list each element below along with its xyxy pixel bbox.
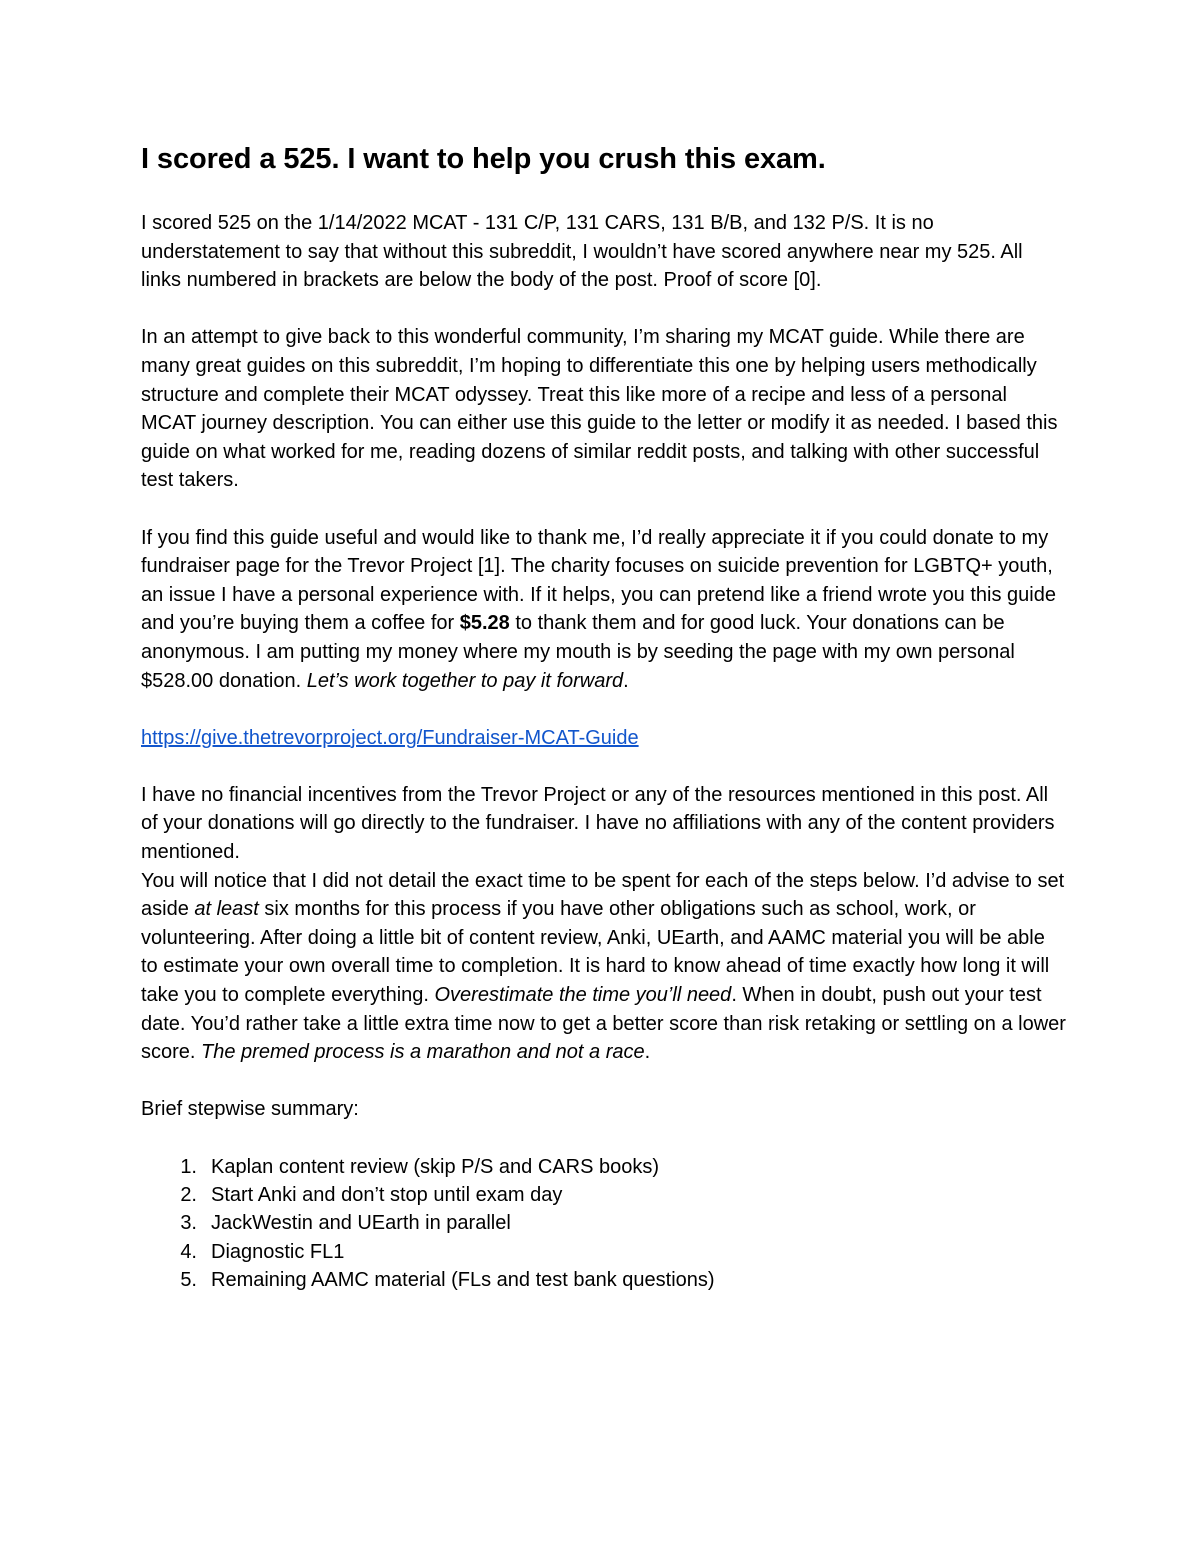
donation-text: If you find this guide useful and would like to thank me, I’d really appreciate it if you could donate to my fundraiser page for the Trevor Project [1]. The charity focuses on suicide prevention for LGBTQ+ youth, an issue I have a personal experience with. If it helps, you can pretend like a friend wrote you this guide and you’re buying them a coffee for xyxy=(141,526,1056,635)
timing-period: . xyxy=(644,1041,651,1064)
timing-text-cont: six months for this process if you have other obligations such as school, work, or volunteering. After doing a little bit of content review, Anki, UEarth, and AAMC material you will be able to estimate your own overall time to completion. It is hard to know ahead of time exactly how long it will take you to complete everything. xyxy=(141,898,1050,1007)
donation-text-cont: to thank them and for good luck. Your donations can be anonymous. I am putting my money where my mouth is by seeding the page with my own personal $528.00 donation. xyxy=(141,612,1015,692)
paragraph-donation xyxy=(141,524,1066,696)
page-title: I scored a 525. I want to help you crush this exam. xyxy=(141,143,826,175)
list-item-text: Diagnostic FL1 xyxy=(211,1240,345,1263)
at-least-text: at least xyxy=(194,898,259,921)
list-item-text: Kaplan content review (skip P/S and CARS books) xyxy=(211,1155,659,1178)
list-item xyxy=(141,1181,1066,1209)
marathon-text: The premed process is a marathon and not a race xyxy=(201,1041,645,1064)
stepwise-summary-list xyxy=(141,1153,1066,1295)
donation-amount: $5.28 xyxy=(459,612,510,635)
timing-text: You will notice that I did not detail the exact time to be spent for each of the steps below. I’d advise to set aside xyxy=(141,869,1065,921)
list-item-text: Remaining AAMC material (FLs and test bank questions) xyxy=(211,1269,715,1292)
document-page xyxy=(141,140,1066,1295)
summary-label: Brief stepwise summary: xyxy=(141,1098,359,1121)
list-item-text: JackWestin and UEarth in parallel xyxy=(211,1212,511,1235)
list-number: 4. xyxy=(180,1240,197,1263)
paragraph-link xyxy=(141,724,1066,753)
pay-it-forward-text: Let’s work together to pay it forward xyxy=(306,669,624,692)
list-number: 1. xyxy=(180,1155,197,1178)
list-item xyxy=(141,1209,1066,1237)
timing-text-cont2: . When in doubt, push out your test date. You’d rather take a little extra time now to get a better score than risk retaking or settling on a lower score. xyxy=(141,984,1066,1064)
paragraph-guide-intro: In an attempt to give back to this wonderful community, I’m sharing my MCAT guide. While there are many great guides on this subreddit, I’m hoping to differentiate this one by helping users methodically structure and complete their MCAT odyssey. Treat this like more of a recipe and less of a personal MCAT journey description. You can either use this guide to the letter or modify it as needed. I based this guide on what worked for me, reading dozens of similar reddit posts, and talking with other successful test takers. xyxy=(141,326,1058,492)
list-number: 2. xyxy=(180,1184,197,1206)
paragraph-timing xyxy=(141,867,1066,1067)
donation-period: . xyxy=(623,669,629,692)
list-item-text: Start Anki and don’t stop until exam day xyxy=(211,1184,563,1206)
list-number: 3. xyxy=(180,1212,197,1235)
list-item xyxy=(141,1266,1066,1294)
paragraph-score: I scored 525 on the 1/14/2022 MCAT - 131 C/P, 131 CARS, 131 B/B, and 132 P/S. It is no understatement to say that without this subreddit, I wouldn’t have scored anywhere near my 525. All links numbered in brackets are below the body of the post. Proof of score [0]. xyxy=(141,212,1023,292)
fundraiser-link[interactable]: https://give.thetrevorproject.org/Fundraiser-MCAT-Guide xyxy=(141,726,639,749)
list-item xyxy=(141,1153,1066,1181)
paragraph-disclaimer: I have no financial incentives from the Trevor Project or any of the resources mentioned in this post. All of your donations will go directly to the fundraiser. I have no affiliations with any of the content providers mentioned. xyxy=(141,783,1055,864)
list-item xyxy=(141,1238,1066,1266)
list-number: 5. xyxy=(180,1269,197,1292)
overestimate-text: Overestimate the time you’ll need xyxy=(434,984,732,1007)
